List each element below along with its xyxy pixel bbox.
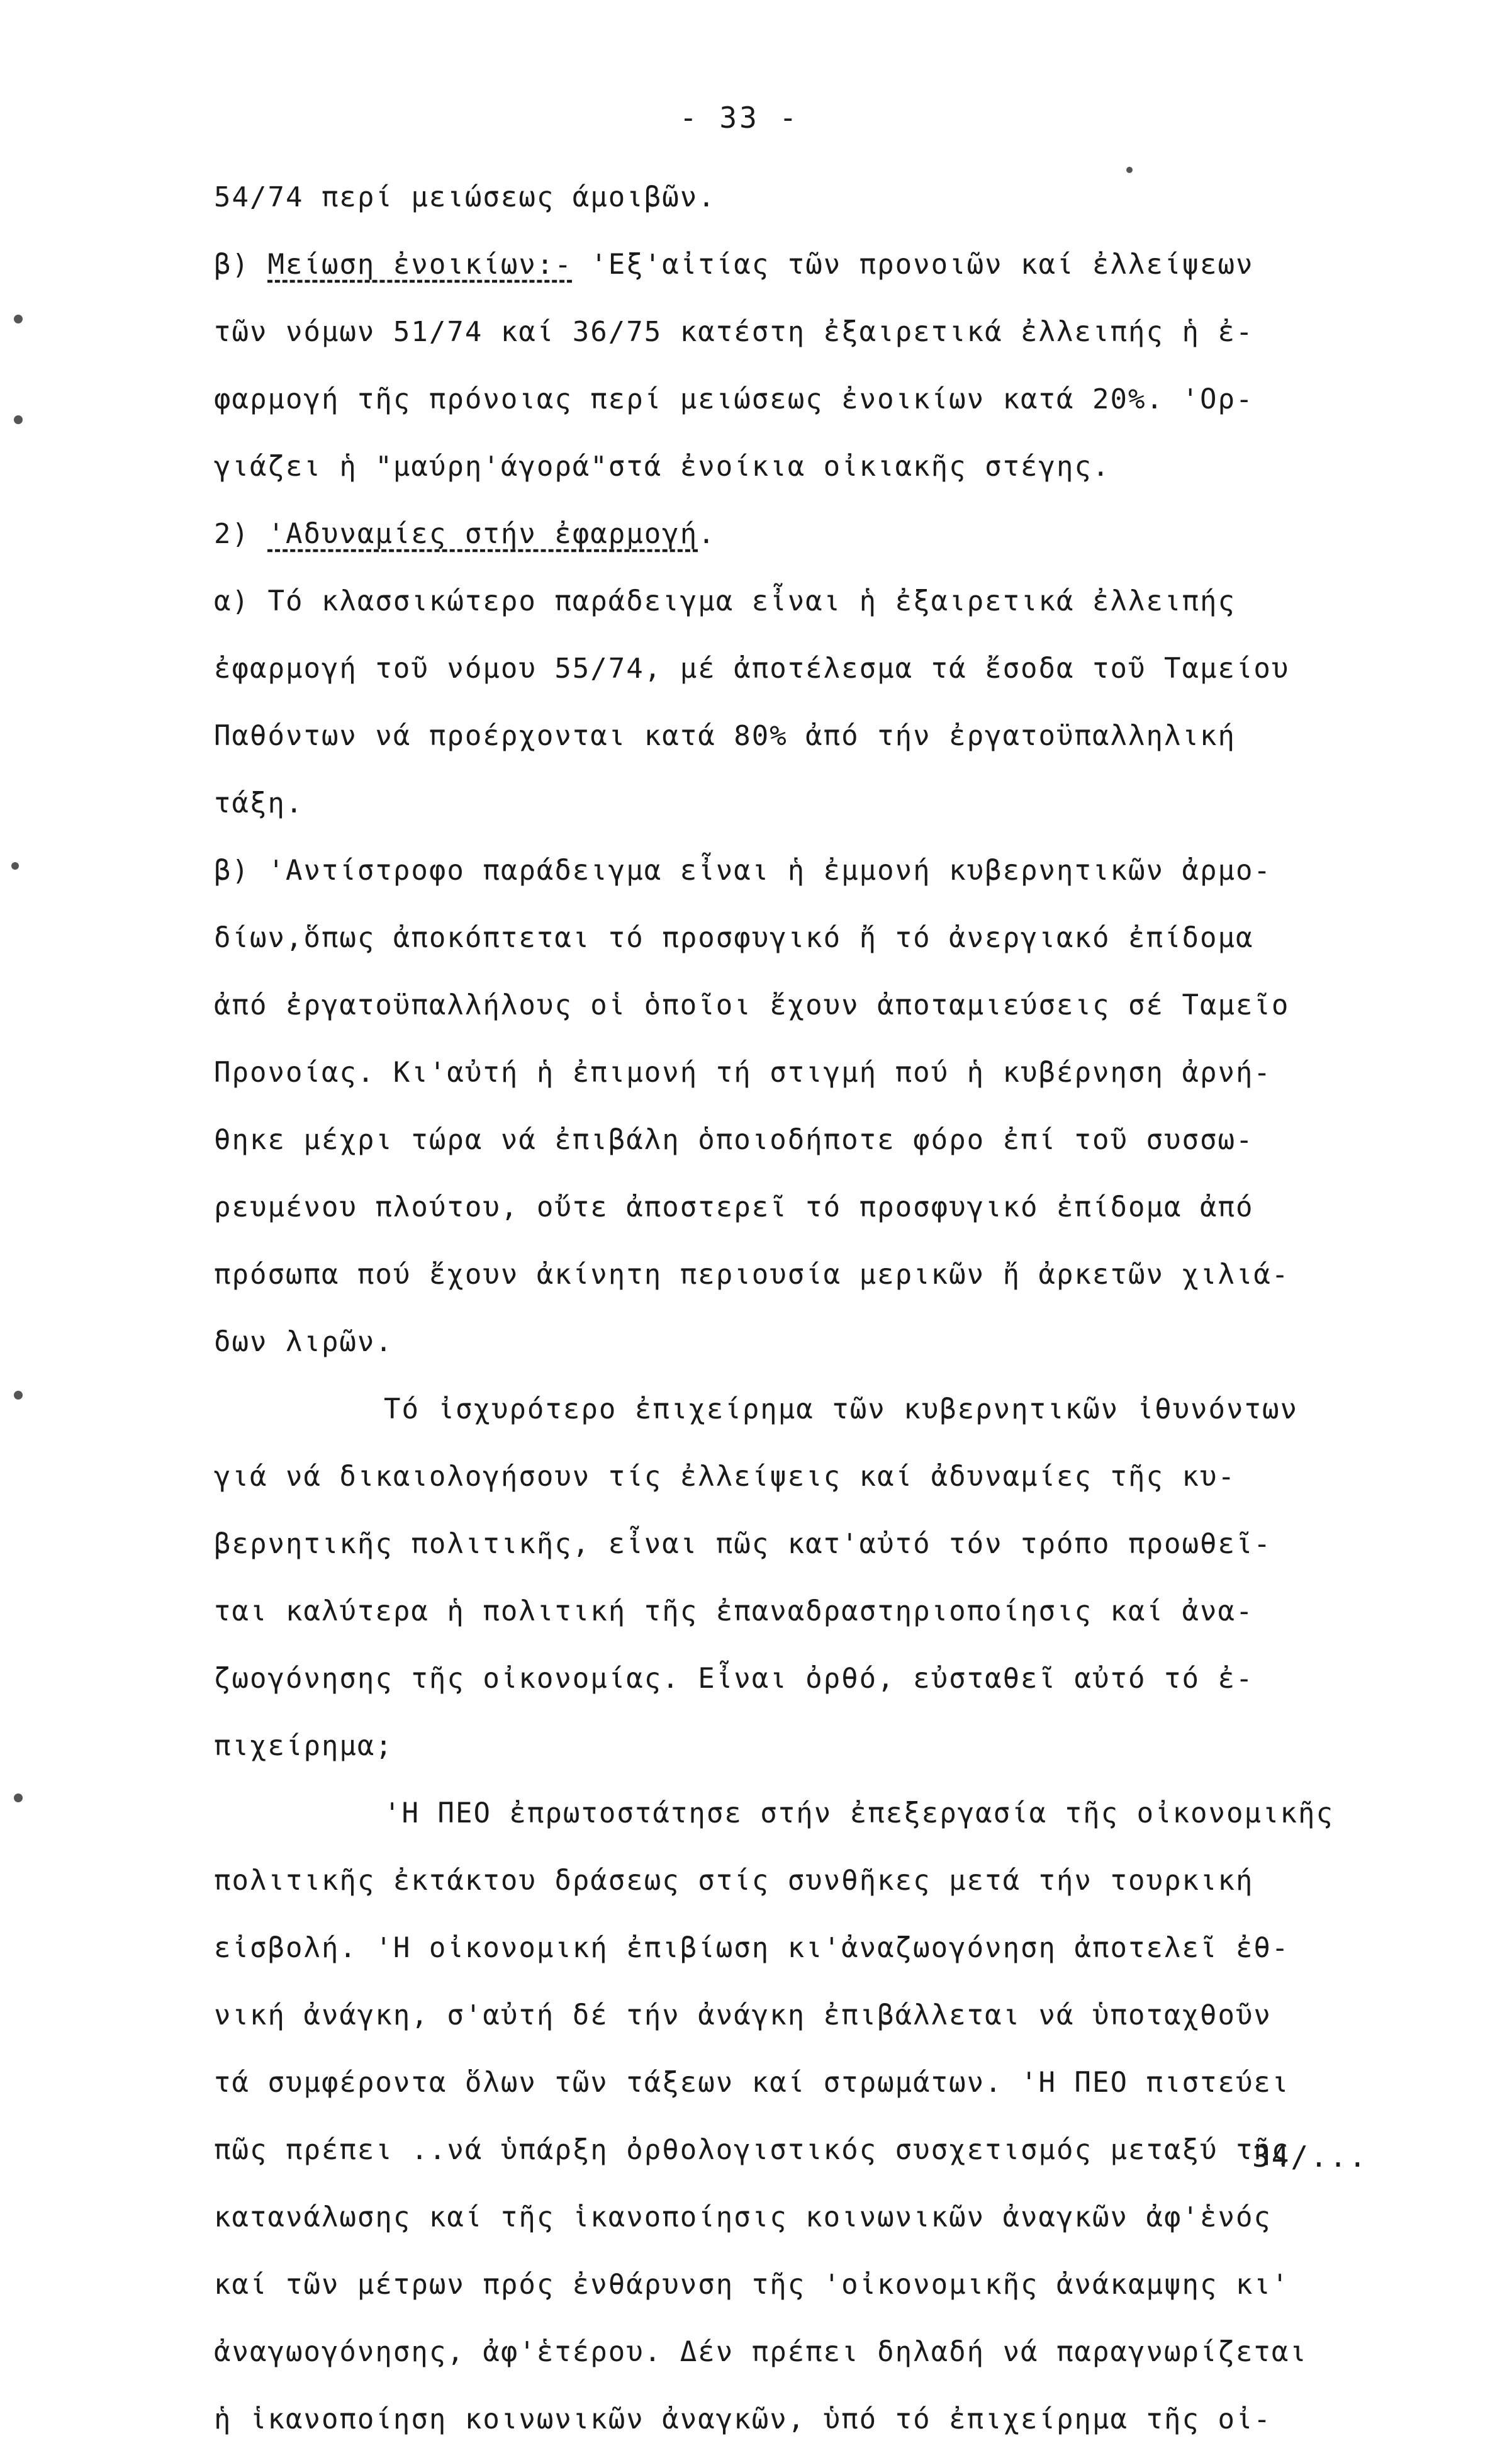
scan-speck (14, 415, 23, 424)
text-line (214, 1241, 1428, 1308)
text-segment: νική ἀνάγκη, σ'αὐτή δέ τήν ἀνάγκη ἐπιβάλλεται νά ὑποταχθοῦν (214, 1999, 1272, 2031)
text-segment: . (698, 518, 716, 550)
text-segment: ται καλύτερα ἡ πολιτική τῆς ἐπαναδραστηριοποίησις καί ἀνα- (214, 1595, 1254, 1627)
text-segment: τά συμφέροντα ὅλων τῶν τάξεων καί στρωμάτων. 'Η ΠΕΟ πιστεύει (214, 2067, 1290, 2099)
scan-speck (1126, 167, 1133, 173)
underlined-heading: Μείωση ἐνοικίων:- (267, 249, 573, 281)
text-line (214, 2049, 1428, 2116)
underlined-heading: 'Αδυναμίες στήν ἐφαρμογή (267, 518, 698, 550)
text-line (214, 1645, 1428, 1712)
text-segment: α) Τό κλασσικώτερο παράδειγμα εἶναι ἡ ἐξαιρετικά ἐλλειπής (214, 585, 1236, 617)
text-segment: εἰσβολή. 'Η οἰκονομική ἐπιβίωση κι'ἀναζωογόνηση ἀποτελεῖ ἐθ- (214, 1932, 1290, 1964)
body-text (214, 164, 1428, 2453)
text-segment: ἐφαρμογή τοῦ νόμου 55/74, μέ ἀποτέλεσμα τά ἔσοδα τοῦ Ταμείου (214, 653, 1290, 685)
text-segment: Παθόντων νά προέρχονται κατά 80% ἀπό τήν ἐργατοϋπαλληλική (214, 720, 1236, 752)
text-line (214, 298, 1428, 366)
text-segment: β) (214, 249, 268, 281)
text-line (214, 1174, 1428, 1241)
text-line (214, 2251, 1428, 2318)
text-line (214, 1510, 1428, 1578)
page-number: - 33 - (680, 101, 800, 135)
text-segment: γιά νά δικαιολογήσουν τίς ἐλλείψεις καί ἀδυναμίες τῆς κυ- (214, 1461, 1236, 1493)
text-segment: κατανάλωσης καί τῆς ἱκανοποίησις κοινωνικῶν ἀναγκῶν ἀφ'ἑνός (214, 2201, 1272, 2233)
text-segment: τῶν νόμων 51/74 καί 36/75 κατέστη ἐξαιρετικά ἐλλειπής ἡ ἐ- (214, 316, 1254, 348)
text-line (214, 164, 1428, 231)
text-line (214, 1308, 1428, 1376)
text-line (214, 2318, 1428, 2386)
scan-speck (14, 315, 23, 323)
text-line (214, 366, 1428, 433)
text-segment: δίων,ὅπως ἀποκόπτεται τό προσφυγικό ἤ τό ἀνεργιακό ἐπίδομα (214, 922, 1254, 954)
text-segment: τάξη. (214, 787, 304, 819)
text-line (214, 1914, 1428, 1982)
text-segment: πιχείρημα; (214, 1730, 393, 1762)
text-segment: 2) (214, 518, 268, 550)
text-line (214, 2386, 1428, 2453)
text-segment: πῶς πρέπει ..νά ὑπάρξη ὀρθολογιστικός συσχετισμός μεταξύ τῆς (214, 2134, 1290, 2166)
scan-speck (14, 1793, 23, 1802)
text-segment: θηκε μέχρι τώρα νά ἐπιβάλη ὁποιοδήποτε φόρο ἐπί τοῦ συσσω- (214, 1124, 1254, 1156)
text-line (214, 2184, 1428, 2251)
text-line (214, 1376, 1428, 1443)
text-line (214, 433, 1428, 500)
continuation-marker: 34/... (1252, 2140, 1369, 2174)
text-segment: ἡ ἱκανοποίηση κοινωνικῶν ἀναγκῶν, ὑπό τό ἐπιχείρημα τῆς οἰ- (214, 2403, 1272, 2435)
text-segment: γιάζει ἡ "μαύρη'άγορά"στά ἐνοίκια οἰκιακῆς στέγης. (214, 451, 1111, 483)
text-line (214, 837, 1428, 904)
text-line (214, 635, 1428, 702)
text-segment: πρόσωπα πού ἔχουν ἀκίνητη περιουσία μερικῶν ἤ ἀρκετῶν χιλιά- (214, 1259, 1290, 1291)
text-segment: Προνοίας. Κι'αὐτή ἡ ἐπιμονή τή στιγμή πού ἡ κυβέρνηση ἀρνή- (214, 1057, 1272, 1089)
text-line (214, 2116, 1428, 2184)
text-line (214, 1443, 1428, 1510)
text-line (214, 702, 1428, 770)
text-line (214, 1847, 1428, 1914)
text-line (214, 770, 1428, 837)
text-segment: ρευμένου πλούτου, οὔτε ἀποστερεῖ τό προσφυγικό ἐπίδομα ἀπό (214, 1191, 1254, 1223)
text-line (214, 1039, 1428, 1106)
text-line (214, 500, 1428, 568)
text-segment: καί τῶν μέτρων πρός ἐνθάρυνση τῆς 'οἰκονομικῆς ἀνάκαμψης κι' (214, 2269, 1290, 2301)
text-segment: 'Εξ'αἰτίας τῶν προνοιῶν καί ἐλλείψεων (572, 249, 1254, 281)
scan-speck (14, 1391, 23, 1400)
text-segment: πολιτικῆς ἐκτάκτου δράσεως στίς συνθῆκες μετά τήν τουρκική (214, 1865, 1254, 1897)
scan-speck (11, 862, 19, 870)
text-segment: ἀναγωογόνησης, ἀφ'ἑτέρου. Δέν πρέπει δηλαδή νά παραγνωρίζεται (214, 2336, 1308, 2368)
text-line (214, 1780, 1428, 1847)
text-segment: ζωογόνησης τῆς οἰκονομίας. Εἶναι ὀρθό, εὐσταθεῖ αὐτό τό ἐ- (214, 1663, 1254, 1695)
text-segment: βερνητικῆς πολιτικῆς, εἶναι πῶς κατ'αὐτό τόν τρόπο προωθεῖ- (214, 1528, 1272, 1560)
text-line (214, 1578, 1428, 1645)
text-segment: ἀπό ἐργατοϋπαλλήλους οἱ ὁποῖοι ἔχουν ἀποταμιεύσεις σέ Ταμεῖο (214, 989, 1290, 1021)
text-segment: β) 'Αντίστροφο παράδειγμα εἶναι ἡ ἐμμονή κυβερνητικῶν ἀρμο- (214, 855, 1272, 887)
text-line (214, 1982, 1428, 2049)
text-line (214, 972, 1428, 1039)
text-line (214, 231, 1428, 298)
text-segment: 54/74 περί μειώσεως άμοιβῶν. (214, 181, 716, 213)
text-segment: φαρμογή τῆς πρόνοιας περί μειώσεως ἐνοικίων κατά 20%. 'Ορ- (214, 383, 1254, 415)
text-segment: 'Η ΠΕΟ ἐπρωτοστάτησε στήν ἐπεξεργασία τῆς οἰκονομικῆς (384, 1797, 1334, 1829)
text-line (214, 1106, 1428, 1174)
text-line (214, 904, 1428, 972)
text-segment: δων λιρῶν. (214, 1326, 393, 1358)
text-line (214, 1712, 1428, 1780)
text-line (214, 568, 1428, 635)
text-segment: Τό ἰσχυρότερο ἐπιχείρημα τῶν κυβερνητικῶν ἰθυνόντων (384, 1393, 1299, 1425)
